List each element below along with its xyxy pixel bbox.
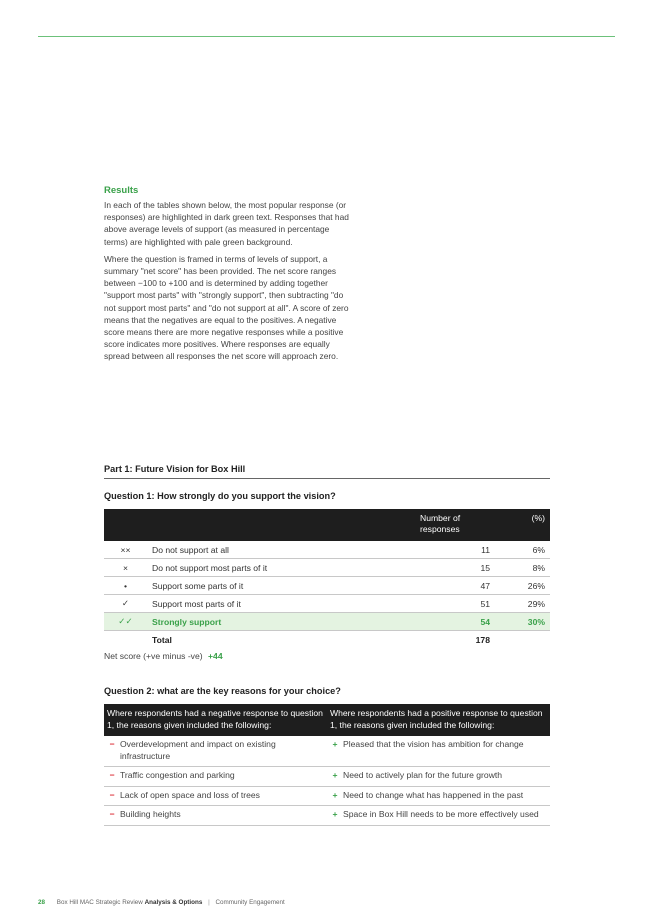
negative-reason-text: Overdevelopment and impact on existing infrastructure <box>120 739 276 761</box>
negative-reason-text: Building heights <box>120 809 181 819</box>
row-percent: 8% <box>495 559 550 577</box>
table-row <box>104 767 550 787</box>
row-percent: 26% <box>495 577 550 595</box>
positive-reason-text: Space in Box Hill needs to be more effectively used <box>343 809 539 819</box>
negative-reason <box>104 786 327 806</box>
part-title: Part 1: Future Vision for Box Hill <box>104 464 246 474</box>
total-symbol <box>104 631 147 649</box>
positive-reason <box>327 736 550 767</box>
row-number: 51 <box>415 595 495 613</box>
net-score-value: +44 <box>208 651 223 661</box>
minus-icon: − <box>109 739 115 749</box>
row-percent: 29% <box>495 595 550 613</box>
header-negative: Where respondents had a negative response to question 1, the reasons given included the following: <box>104 704 327 736</box>
plus-icon: + <box>332 809 338 819</box>
negative-reason <box>104 767 327 787</box>
total-label: Total <box>152 634 172 645</box>
question2-table <box>104 704 550 826</box>
minus-icon: − <box>109 789 115 800</box>
row-number: 54 <box>415 613 495 631</box>
positive-reason <box>327 767 550 787</box>
plus-icon: + <box>332 789 338 800</box>
total-number: 178 <box>475 634 490 645</box>
header-symbol <box>104 509 147 541</box>
header-label <box>147 509 415 541</box>
row-symbol: ✓✓ <box>104 613 147 631</box>
header-number: Number of responses <box>415 509 495 541</box>
question1-title: Question 1: How strongly do you support the vision? <box>104 491 336 501</box>
negative-reason <box>104 806 327 826</box>
row-percent: 6% <box>495 541 550 559</box>
row-symbol: • <box>104 577 147 595</box>
header-positive: Where respondents had a positive response to question 1, the reasons given included the following: <box>327 704 550 736</box>
negative-reason-text: Lack of open space and loss of trees <box>120 789 260 800</box>
page-number: 28 <box>38 899 46 906</box>
footer-separator: | <box>208 899 210 906</box>
page-footer <box>38 899 285 906</box>
row-label: Support some parts of it <box>147 577 415 595</box>
table-row <box>104 806 550 826</box>
total-percent <box>495 631 550 649</box>
positive-reason-text: Need to actively plan for the future growth <box>343 770 503 780</box>
table-row <box>104 736 550 767</box>
positive-reason-text: Need to change what has happened in the past <box>343 789 524 800</box>
footer-doc-title: Box Hill MAC Strategic Review <box>56 899 143 906</box>
positive-reason <box>327 806 550 826</box>
table-header-row <box>104 704 550 736</box>
results-section <box>104 185 352 368</box>
table-row <box>104 559 550 577</box>
row-symbol: ✓ <box>104 595 147 613</box>
minus-icon: − <box>109 770 115 780</box>
table-row-highlighted <box>104 613 550 631</box>
row-label: Strongly support <box>147 613 415 631</box>
negative-reason <box>104 736 327 767</box>
plus-icon: + <box>332 770 338 780</box>
table-row <box>104 541 550 559</box>
row-label: Support most parts of it <box>147 595 415 613</box>
table-row <box>104 577 550 595</box>
row-label: Do not support at all <box>147 541 415 559</box>
table-header-row <box>104 509 550 541</box>
positive-reason <box>327 786 550 806</box>
row-number: 15 <box>415 559 495 577</box>
row-symbol: ×× <box>104 541 147 559</box>
table-total-row <box>104 631 550 649</box>
minus-icon: − <box>109 809 115 819</box>
part-rule <box>104 478 550 479</box>
plus-icon: + <box>332 739 338 749</box>
row-percent: 30% <box>495 613 550 631</box>
positive-reason-text: Pleased that the vision has ambition for change <box>343 739 524 749</box>
net-score-label: Net score (+ve minus -ve) <box>104 651 203 661</box>
question1-table <box>104 509 550 648</box>
row-number: 47 <box>415 577 495 595</box>
row-number: 11 <box>415 541 495 559</box>
results-paragraph-2: Where the question is framed in terms of levels of support, a summary "net score" has been provided. The net score ranges between −100 to +100 and is determined by adding together "support most parts" with "strongly support", then subtracting "do not support most parts" and "do not support at all". A score of zero means that the negatives are equal to the positives. A negative score means there are more negative responses while a positive score indicates more positives. Where responses are equally spread between all responses the net score will approach zero. <box>104 253 349 362</box>
row-symbol: × <box>104 559 147 577</box>
header-percent: (%) <box>495 509 550 541</box>
row-label: Do not support most parts of it <box>147 559 415 577</box>
table-row <box>104 786 550 806</box>
question2-title: Question 2: what are the key reasons for your choice? <box>104 686 341 696</box>
net-score <box>104 651 223 661</box>
footer-section: Analysis & Options <box>144 899 203 906</box>
results-heading: Results <box>104 185 139 196</box>
results-paragraph-1: In each of the tables shown below, the most popular response (or responses) are highlighted in dark green text. Responses that had above average levels of support (as measured in percentage terms) are highlighted with pale green background. <box>104 200 349 247</box>
header-rule <box>38 36 615 37</box>
footer-subsection: Community Engagement <box>215 899 285 906</box>
negative-reason-text: Traffic congestion and parking <box>120 770 235 780</box>
table-row <box>104 595 550 613</box>
